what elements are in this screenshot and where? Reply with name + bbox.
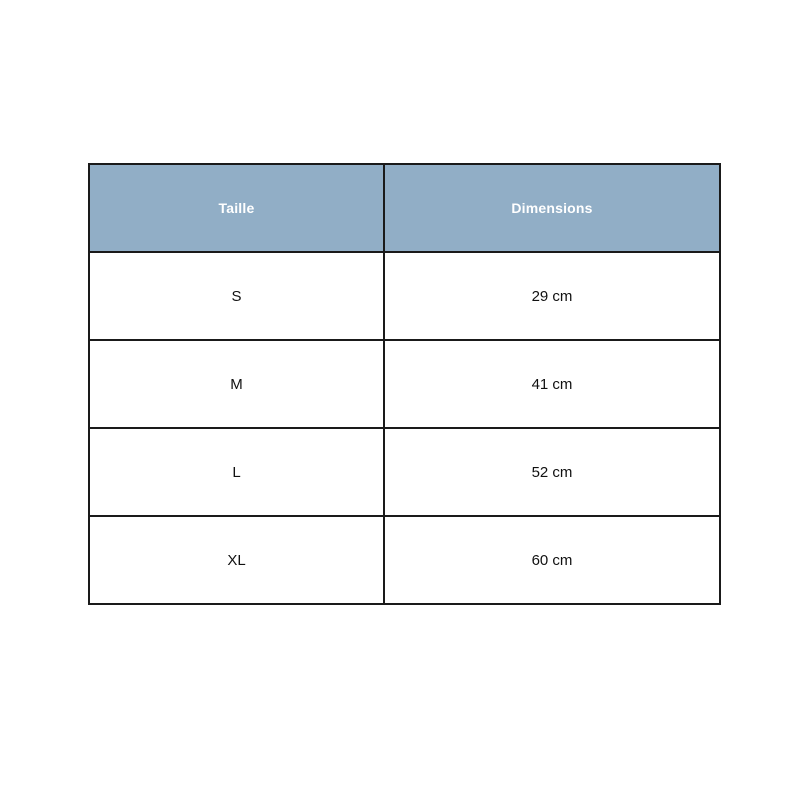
size-dimensions-table: [88, 163, 721, 605]
cell-dimensions: 52 cm: [384, 428, 720, 516]
table-row: [89, 516, 720, 604]
table-row: [89, 340, 720, 428]
cell-taille: XL: [89, 516, 384, 604]
column-header-dimensions: Dimensions: [384, 164, 720, 252]
table-body: [89, 252, 720, 604]
column-header-taille: Taille: [89, 164, 384, 252]
cell-taille: S: [89, 252, 384, 340]
table-row: [89, 428, 720, 516]
header-row: [89, 164, 720, 252]
cell-dimensions: 60 cm: [384, 516, 720, 604]
cell-dimensions: 29 cm: [384, 252, 720, 340]
table-row: [89, 252, 720, 340]
cell-dimensions: 41 cm: [384, 340, 720, 428]
cell-taille: M: [89, 340, 384, 428]
table-header: [89, 164, 720, 252]
cell-taille: L: [89, 428, 384, 516]
